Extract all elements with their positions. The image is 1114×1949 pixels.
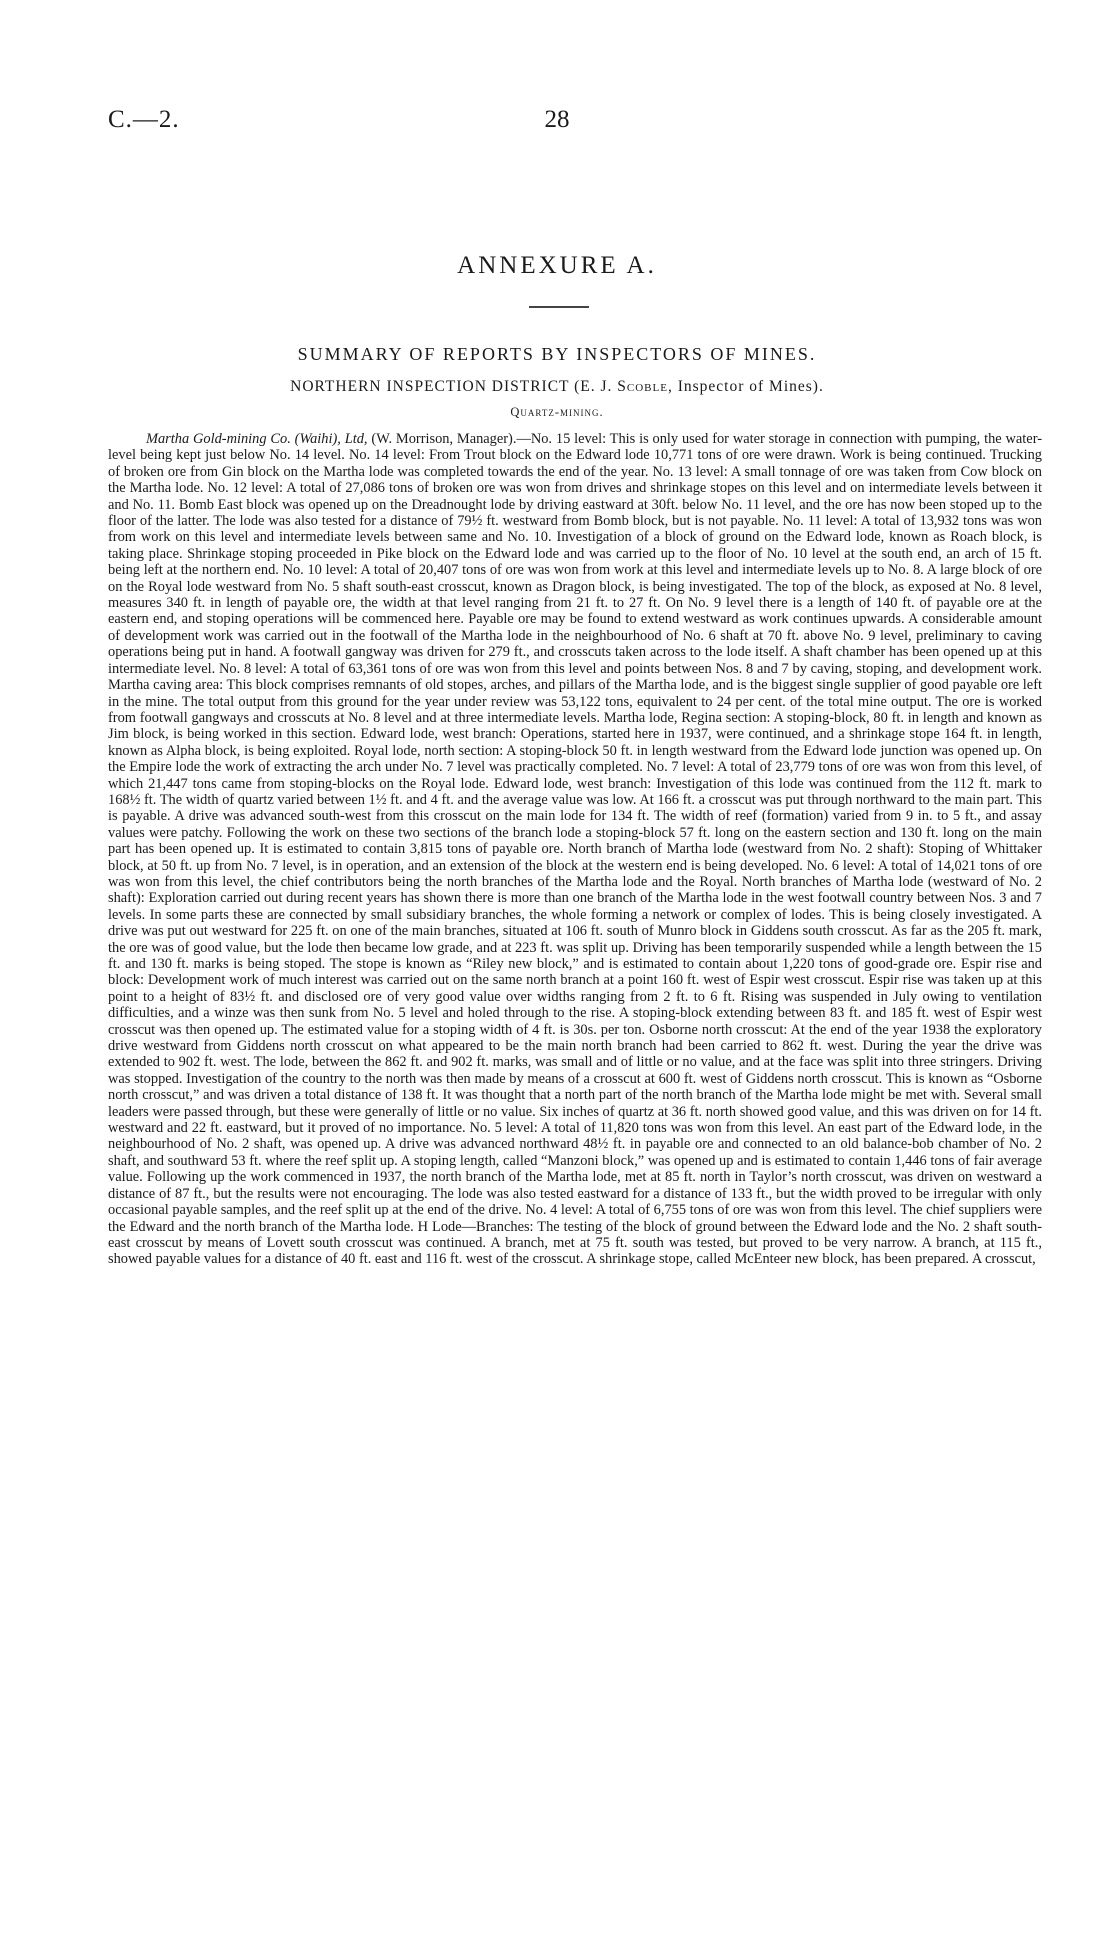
annexure-title: ANNEXURE A.: [457, 252, 657, 279]
page-header: [108, 106, 1006, 136]
summary-heading: SUMMARY OF REPORTS BY INSPECTORS OF MINES.: [297, 344, 817, 364]
inspector-role: , Inspector of Mines).: [667, 378, 824, 395]
page-number: 28: [544, 106, 570, 133]
inspector-name: Scoble: [617, 378, 668, 395]
district-name: NORTHERN INSPECTION DISTRICT (E. J.: [290, 378, 613, 395]
title-divider: [529, 306, 589, 308]
report-body: [108, 431, 1042, 1268]
document-reference: C.—2.: [108, 106, 180, 133]
company-name: Martha Gold-mining Co. (Waihi), Ltd,: [146, 431, 368, 447]
section-subheading: Quartz-mining.: [510, 405, 604, 419]
report-paragraph: [108, 431, 1042, 1268]
district-heading: [0, 378, 1114, 396]
report-text: (W. Morrison, Manager).—No. 15 level: This is only used for water storage in connection with pumping, the water-level being kept just below No. 14 level. No. 14 level: From Trout block on the Edward lode 10,771 tons of ore were drawn. Work is being continued. Trucking of broken ore from Gin block on the Martha lode was completed towards the end of the year. No. 13 level: A small tonnage of ore was taken from Cow block on the Martha lode. No. 12 level: A total of 27,086 tons of broken ore was won from drives and shrinkage stopes on this level and on intermediate levels between it and No. 11. Bomb East block was opened up on the Dreadnought lode by driving eastward at 30ft. below No. 11 level, and the ore has now been stoped up to the floor of the latter. The lode was also tested for a distance of 79½ ft. westward from Bomb block, but is not payable. No. 11 level: A total of 13,932 tons was won from work on this level and intermediate levels between same and No. 10. Investigation of a block of ground on the Edward lode, known as Roach block, is taking place. Shrinkage stoping proceeded in Pike block on the Edward lode and was carried up to the floor of No. 10 level at the south end, an arch of 15 ft. being left at the northern end. No. 10 level: A total of 20,407 tons of ore was won from work at this level and intermediate levels up to No. 8. A large block of ore on the Royal lode westward from No. 5 shaft south-east crosscut, known as Dragon block, is being investigated. The top of the block, as exposed at No. 8 level, measures 340 ft. in length of payable ore, the width at that level ranging from 21 ft. to 27 ft. On No. 9 level there is a length of 140 ft. of payable ore at the eastern end, and stoping operations will be commenced here. Payable ore may be found to extend westward as work continues upwards. A considerable amount of development work was carried out in the footwall of the Martha lode in the neighbourhood of No. 6 shaft at 70 ft. above No. 9 level, preliminary to caving operations being put in hand. A footwall gangway was driven for 279 ft., and crosscuts taken across to the lode itself. A shaft chamber has been opened up at this intermediate level. No. 8 level: A total of 63,361 tons of ore was won from this level and points between Nos. 8 and 7 by caving, stoping, and development work. Martha caving area: This block comprises remnants of old stopes, arches, and pillars of the Martha lode, and is the biggest single supplier of good payable ore left in the mine. The total output from this ground for the year under review was 53,122 tons, equivalent to 24 per cent. of the total mine output. The ore is worked from footwall gangways and crosscuts at No. 8 level and at three intermediate levels. Martha lode, Regina section: A stoping-block, 80 ft. in length and known as Jim block, is being worked in this section. Edward lode, west branch: Operations, started here in 1937, were continued, and a shrinkage stope 164 ft. in length, known as Alpha block, is being exploited. Royal lode, north section: A stoping-block 50 ft. in length westward from the Edward lode junction was opened up. On the Empire lode the work of extracting the arch under No. 7 level was practically completed. No. 7 level: A total of 23,779 tons of ore was won from this level, of which 21,447 tons came from stoping-blocks on the Royal lode. Edward lode, west branch: Investigation of this lode was continued from the 112 ft. mark to 168½ ft. The width of quartz varied between 1½ ft. and 4 ft. and the average value was low. At 166 ft. a crosscut was put through northward to the main part. This is payable. A drive was advanced south-west from this crosscut on the main lode for 134 ft. The width of reef (formation) varied from 9 in. to 5 ft., and assay values were patchy. Following the work on these two sections of the branch lode a stoping-block 57 ft. long on the eastern section and 130 ft. long on the main part has been opened up. It is estimated to contain 3,815 tons of payable ore. North branch of Martha lode (westward from No. 2 shaft): Stoping of Whittaker block, at 50 ft. up from No. 7 level, is in operation, and an extension of the block at the western end is being developed. No. 6 level: A total of 14,021 tons of ore was won from this level, the chief contributors being the north branches of the Martha lode and the Royal. North branches of Martha lode (westward of No. 2 shaft): Exploration carried out during recent years has shown there is more than one branch of the Martha lode in the west footwall country between Nos. 3 and 7 levels. In some parts these are connected by small subsidiary branches, the whole forming a network or complex of lodes. This is being closely investigated. A drive was put out westward for 225 ft. on one of the main branches, situated at 106 ft. south of Munro block in Giddens south crosscut. As far as the 205 ft. mark, the ore was of good value, but the lode then became low grade, and at 223 ft. was split up. Driving has been temporarily suspended while a length between the 15 ft. and 130 ft. marks is being stoped. The stope is known as “Riley new block,” and is estimated to contain about 1,220 tons of good-grade ore. Espir rise and block: Development work of much interest was carried out on the same north branch at a point 160 ft. west of Espir west crosscut. Espir rise was taken up at this point to a height of 83½ ft. and disclosed ore of very good value over widths ranging from 2 ft. to 6 ft. Rising was suspended in July owing to ventilation difficulties, and a winze was then sunk from No. 5 level and holed through to the rise. A stoping-block extending between 83 ft. and 185 ft. west of Espir west crosscut was then opened up. The estimated value for a stoping width of 4 ft. is 30s. per ton. Osborne north crosscut: At the end of the year 1938 the exploratory drive westward from Giddens north crosscut on what appeared to be the main north branch had been carried to 862 ft. west. During the year the drive was extended to 902 ft. west. The lode, between the 862 ft. and 902 ft. marks, was small and of little or no value, and at the face was split into three stringers. Driving was stopped. Investigation of the country to the north was then made by means of a crosscut at 600 ft. west of Giddens north crosscut. This is known as “Osborne north crosscut,” and was driven a total distance of 138 ft. It was thought that a north part of the north branch of the Martha lode might be met with. Several small leaders were passed through, but these were generally of little or no value. Six inches of quartz at 36 ft. north showed good value, and this was driven on for 14 ft. westward and 22 ft. eastward, but it proved of no importance. No. 5 level: A total of 11,820 tons was won from this level. An east part of the Edward lode, in the neighbourhood of No. 2 shaft, was opened up. A drive was advanced northward 48½ ft. in payable ore and connected to an old balance-bob chamber of No. 2 shaft, and southward 53 ft. where the reef split up. A stoping length, called “Manzoni block,” was opened up and is estimated to contain 1,446 tons of fair average value. Following up the work commenced in 1937, the north branch of the Martha lode, met at 85 ft. north in Taylor’s north crosscut, was driven on westward a distance of 87 ft., but the results were not encouraging. The lode was also tested eastward for a distance of 133 ft., but the width proved to be irregular with only occasional payable samples, and the reef split up at the end of the drive. No. 4 level: A total of 6,755 tons of ore was won from this level. The chief suppliers were the Edward and the north branch of the Martha lode. H Lode—Branches: The testing of the block of ground between the Edward lode and the No. 2 shaft south-east crosscut by means of Lovett south crosscut was continued. A branch, met at 75 ft. south was tested, but proved to be very narrow. A branch, at 115 ft., showed payable values for a distance of 40 ft. east and 116 ft. west of the crosscut. A shrinkage stope, called McEnteer new block, has been prepared. A crosscut,: [108, 431, 1042, 1268]
